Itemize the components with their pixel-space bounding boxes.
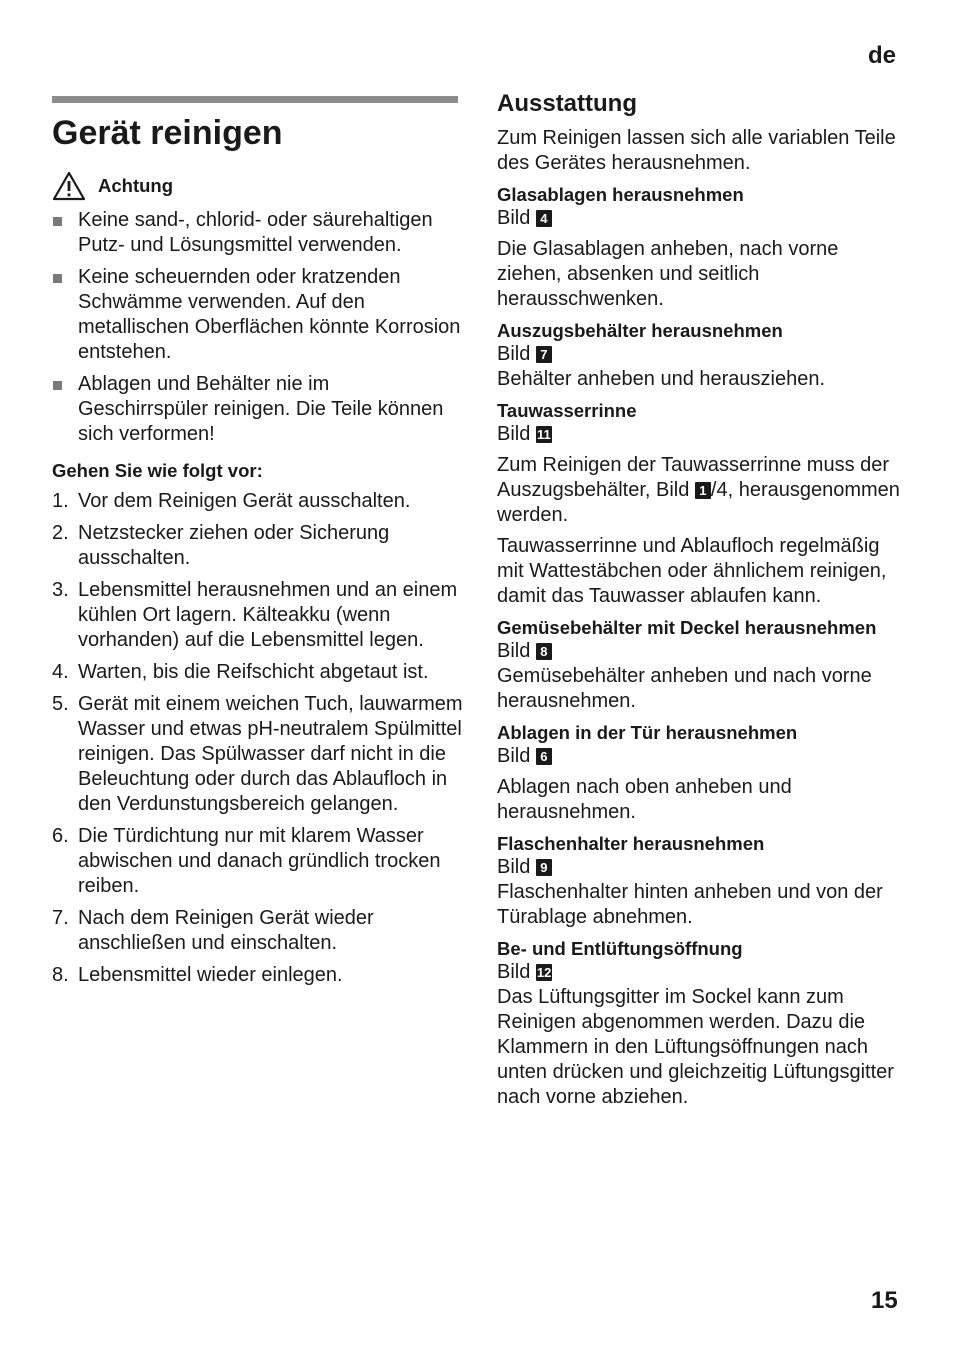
steps-list — [52, 489, 464, 988]
subheading-gemuesebehaelter: Gemüsebehälter mit Deckel herausnehmen — [497, 617, 877, 638]
figure-number-badge: 8 — [536, 643, 552, 660]
subheading-tauwasserrinne: Tauwasserrinne — [497, 400, 637, 421]
step-item: 6. Die Türdichtung nur mit klarem Wasser abwischen und danach gründlich trocken reiben. — [52, 825, 441, 897]
subheading-ablagen-tuer: Ablagen in der Tür herausnehmen — [497, 722, 798, 743]
paragraph: Ablagen nach oben anheben und herausnehmen. — [497, 776, 792, 823]
figure-number-badge: 9 — [536, 859, 552, 876]
figure-number-badge: 1 — [695, 482, 711, 499]
paragraph: Gemüsebehälter anheben und nach vorne herausnehmen. — [497, 665, 872, 712]
figure-ref: Bild 8 — [497, 639, 907, 664]
paragraph: Tauwasserrinne und Ablaufloch regelmäßig mit Wattestäbchen oder ähnlichem reinigen, damit das Tauwasser ablaufen kann. — [497, 535, 887, 607]
figure-number-badge: 11 — [537, 427, 551, 442]
subheading-flaschenhalter: Flaschenhalter herausnehmen — [497, 833, 765, 854]
intro-text: Zum Reinigen lassen sich alle variablen Teile des Gerätes herausnehmen. — [497, 127, 896, 174]
section-title: Ausstattung — [497, 90, 637, 117]
step-item: 1. Vor dem Reinigen Gerät ausschalten. — [52, 490, 411, 512]
step-item: 2. Netzstecker ziehen oder Sicherung ausschalten. — [52, 522, 390, 569]
paragraph: Die Glasablagen anheben, nach vorne ziehen, absenken und seitlich herausschwenken. — [497, 238, 839, 310]
figure-number-badge: 6 — [536, 748, 552, 765]
paragraph: Flaschenhalter hinten anheben und von der Türablage abnehmen. — [497, 881, 883, 928]
bullet-square-icon — [53, 274, 62, 283]
page-number: 15 — [871, 1287, 898, 1314]
figure-number-badge: 7 — [536, 346, 552, 363]
page-title: Gerät reinigen — [52, 114, 283, 152]
figure-ref: Bild 12 — [497, 961, 552, 983]
step-item: 3. Lebensmittel herausnehmen und an einem kühlen Ort lagern. Kälteakku (wenn vorhanden) auf die Lebensmittel legen. — [52, 579, 458, 651]
paragraph: Zum Reinigen der Tauwasserrinne muss der Auszugsbehälter, Bild 1 /4, herausgenommen werden. — [497, 454, 900, 526]
list-item: Keine scheuernden oder kratzenden Schwämme verwenden. Auf den metallischen Oberflächen könnte Korrosion entstehen. — [52, 265, 464, 365]
language-code: de — [868, 42, 897, 69]
figure-ref: Bild 4 — [497, 206, 907, 231]
step-item: 5. Gerät mit einem weichen Tuch, lauwarmem Wasser und etwas pH-neutralem Spülmittel reinigen. Das Spülwasser darf nicht in die Beleuchtung oder durch das Ablaufloch in den Verdunstungsbereich gelangen. — [52, 693, 463, 815]
figure-number-badge: 4 — [536, 210, 552, 227]
steps-heading: Gehen Sie wie folgt vor: — [52, 460, 263, 481]
warning-list — [52, 208, 464, 447]
section-rule — [52, 96, 458, 103]
figure-number-badge: 12 — [536, 965, 552, 980]
list-item: Keine sand-, chlorid- oder säurehaltigen Putz- und Lösungsmittel verwenden. — [52, 208, 464, 258]
figure-ref: Bild 7 — [497, 342, 907, 367]
warning-triangle-icon — [52, 171, 86, 201]
bullet-square-icon — [53, 381, 62, 390]
step-item: 7. Nach dem Reinigen Gerät wieder anschließen und einschalten. — [52, 907, 374, 954]
subheading-lueftung: Be- und Entlüftungsöffnung — [497, 938, 743, 959]
bullet-square-icon — [53, 217, 62, 226]
paragraph: Das Lüftungsgitter im Sockel kann zum Reinigen abgenommen werden. Dazu die Klammern in den Lüftungsöffnungen nach unten drücken und gleichzeitig Lüftungsgitter nach vorne abziehen. — [497, 986, 894, 1108]
warning-label: Achtung — [98, 175, 174, 196]
list-item: Ablagen und Behälter nie im Geschirrspüler reinigen. Die Teile können sich verformen! — [52, 372, 464, 447]
warning-heading — [52, 170, 464, 202]
figure-ref: Bild 6 — [497, 744, 907, 769]
left-column — [52, 112, 464, 995]
paragraph: Behälter anheben und herausziehen. — [497, 368, 826, 390]
step-item: 4. Warten, bis die Reifschicht abgetaut ist. — [52, 661, 429, 683]
figure-ref: Bild 9 — [497, 855, 907, 880]
right-column — [497, 88, 907, 1110]
figure-ref: Bild 11 — [497, 423, 551, 445]
subheading-glasablagen: Glasablagen herausnehmen — [497, 184, 744, 205]
step-item: 8. Lebensmittel wieder einlegen. — [52, 964, 343, 986]
subheading-auszugsbehaelter: Auszugsbehälter herausnehmen — [497, 320, 783, 341]
